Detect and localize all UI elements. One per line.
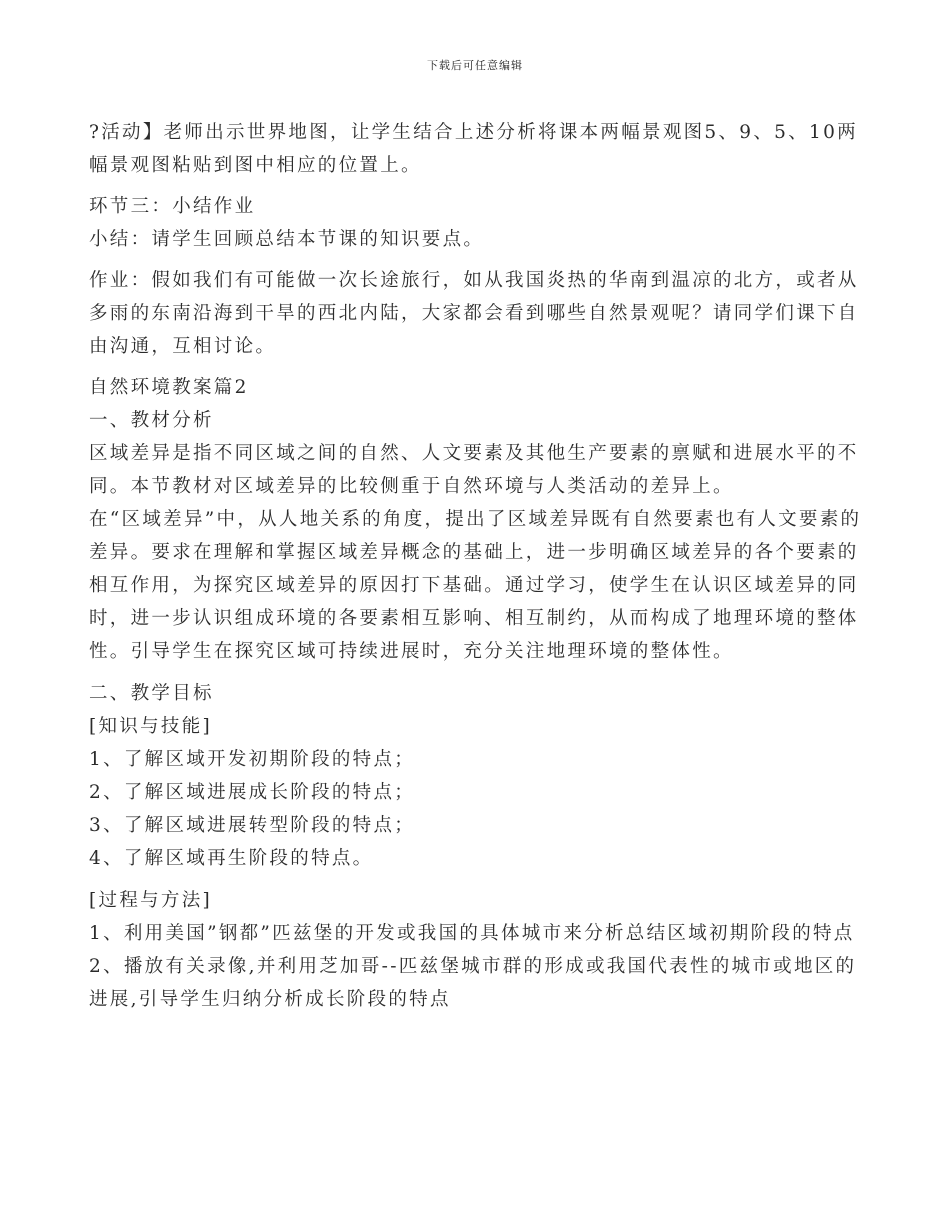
section-heading-summary: 环节三：小结作业 — [89, 196, 256, 217]
list-item: 2、播放有关录像,并利用芝加哥--匹兹堡城市群的形成或我国代表性的城市或地区的进展,引导学生归纳分析成长阶段的特点 — [89, 956, 857, 1010]
section-heading-teaching-goals: 二、教学目标 — [89, 683, 214, 704]
page-header: 下载后可任意编辑 — [427, 59, 523, 72]
subheading-knowledge-skills: [知识与技能] — [89, 716, 213, 737]
lesson-title: 自然环境教案篇2 — [89, 377, 249, 398]
section-heading-textbook-analysis: 一、教材分析 — [89, 410, 214, 431]
list-item: 1、了解区域开发初期阶段的特点； — [89, 749, 416, 770]
paragraph-gap — [89, 256, 869, 264]
paragraph-gap — [89, 363, 869, 371]
paragraph-regional-difference-detail: 在“区域差异”中，从人地关系的角度，提出了区域差异既有自然要素也有人文要素的差异。要求在理解和掌握区域差异概念的基础上，进一步明确区域差异的各个要素的相互作用，为探究区域差异的原因打下基础。通过学习，使学生在认识区域差异的同时，进一步认识组成环境的各要素相互影响、相互制约，从而构成了地理环境的整体性。引导学生在探究区域可持续进展时，充分关注地理环境的整体性。 — [89, 509, 862, 662]
list-item: 2、了解区域进展成长阶段的特点； — [89, 782, 416, 803]
paragraph-homework: 作业：假如我们有可能做一次长途旅行，如从我国炎热的华南到温凉的北方，或者从多雨的东南沿海到干旱的西北内陆，大家都会看到哪些自然景观呢？请同学们课下自由沟通，互相讨论。 — [89, 270, 859, 357]
paragraph-regional-difference-definition: 区域差异是指不同区域之间的自然、人文要素及其他生产要素的禀赋和进展水平的不同。本节教材对区域差异的比较侧重于自然环境与人类活动的差异上。 — [89, 443, 859, 497]
subheading-process-methods: [过程与方法] — [89, 890, 213, 911]
paragraph-summary: 小结：请学生回顾总结本节课的知识要点。 — [89, 229, 485, 250]
document-body — [89, 116, 869, 1016]
paragraph-gap — [89, 182, 869, 190]
list-item: 4、了解区域再生阶段的特点。 — [89, 848, 374, 869]
list-item: 3、了解区域进展转型阶段的特点； — [89, 815, 416, 836]
paragraph-activity: ?活动】老师出示世界地图，让学生结合上述分析将课本两幅景观图5、9、5、10两幅景观图粘贴到图中相应的位置上。 — [89, 122, 858, 176]
list-item: 1、利用美国”钢都”匹兹堡的开发或我国的具体城市来分析总结区域初期阶段的特点 — [89, 923, 855, 944]
paragraph-gap — [89, 668, 869, 677]
paragraph-gap — [89, 875, 869, 884]
